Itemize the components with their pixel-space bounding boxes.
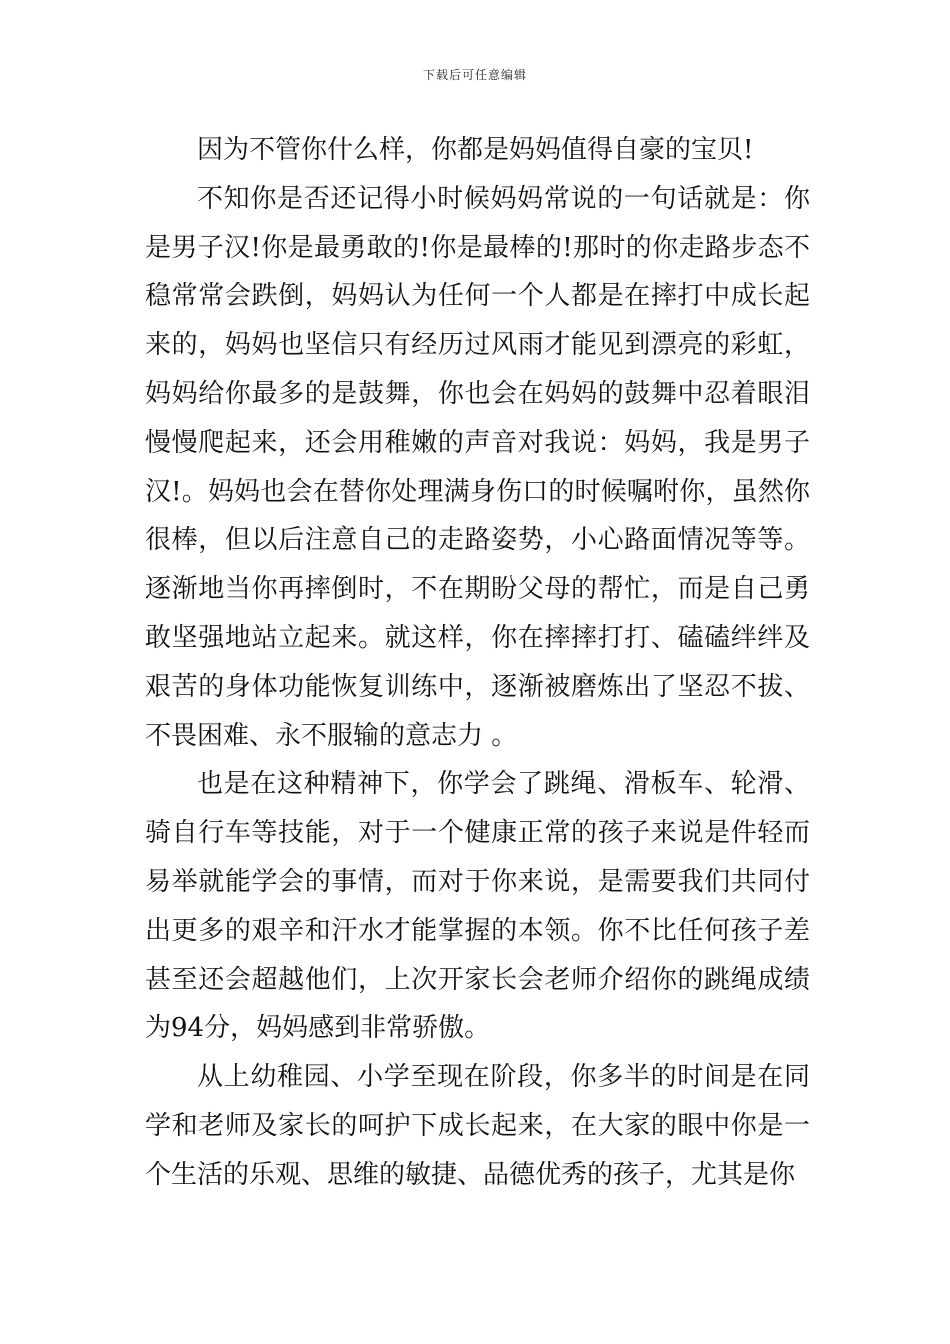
document-body (145, 126, 810, 1200)
paragraph-1: 因为不管你什么样，你都是妈妈值得自豪的宝贝! (197, 135, 754, 165)
paragraph-4: 从上幼稚园、小学至现在阶段，你多半的时间是在同学和老师及家长的呵护下成长起来，在大家的眼中你是一个生活的乐观、思维的敏捷、品德优秀的孩子，尤其是你 (145, 1062, 810, 1190)
paragraph-3: 也是在这种精神下，你学会了跳绳、滑板车、轮滑、骑自行车等技能，对于一个健康正常的孩子来说是件轻而易举就能学会的事情，而对于你来说，是需要我们共同付出更多的艰辛和汗水才能掌握的本领。你不比任何孩子差甚至还会超越他们，上次开家长会老师介绍你的跳绳成绩为94分，妈妈感到非常骄傲。 (145, 769, 810, 1044)
header-note: 下载后可任意编辑 (422, 68, 527, 82)
paragraph-2: 不知你是否还记得小时候妈妈常说的一句话就是：你是男子汉!你是最勇敢的!你是最棒的!那时的你走路步态不稳常常会跌倒，妈妈认为任何一个人都是在摔打中成长起来的，妈妈也坚信只有经历过风雨才能见到漂亮的彩虹，妈妈给你最多的是鼓舞，你也会在妈妈的鼓舞中忍着眼泪慢慢爬起来，还会用稚嫩的声音对我说：妈妈，我是男子汉!。妈妈也会在替你处理满身伤口的时候嘱咐你，虽然你很棒，但以后注意自己的走路姿势，小心路面情况等等。逐渐地当你再摔倒时，不在期盼父母的帮忙，而是自己勇敢坚强地站立起来。就这样，你在摔摔打打、磕磕绊绊及艰苦的身体功能恢复训练中，逐渐被磨炼出了坚忍不拔、不畏困难、永不服输的意志力 。 (145, 183, 810, 751)
